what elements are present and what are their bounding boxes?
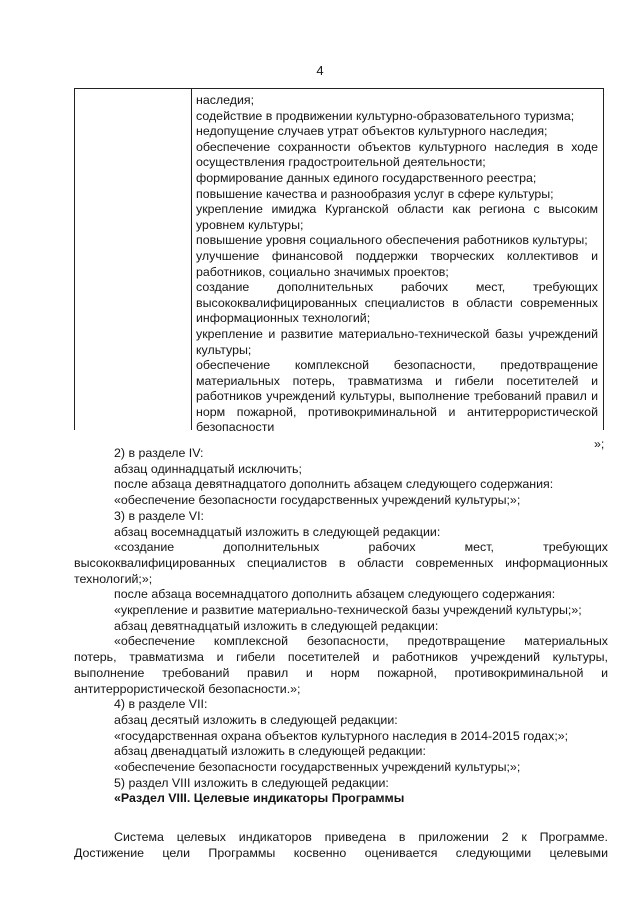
list-item: улучшение финансовой поддержки творческих коллективов и работников, социально значимых проектов; xyxy=(196,248,598,279)
paragraph: абзац девятнадцатый изложить в следующей редакции: xyxy=(114,618,439,633)
paragraph-line: Система целевых индикаторов приведена в приложении 2 к Программе. xyxy=(114,830,608,845)
paragraph: абзац одиннадцатый исключить; xyxy=(114,461,302,476)
paragraph-line: Достижение цели Программы косвенно оценивается следующими целевыми xyxy=(74,845,608,860)
paragraph: 5) раздел VIII изложить в следующей редакции: xyxy=(114,775,389,790)
section-heading: «Раздел VIII. Целевые индикаторы Программы xyxy=(114,791,405,806)
paragraph-line: «обеспечение комплексной безопасности, предотвращение материальных xyxy=(114,634,608,649)
paragraph: после абзаца восемнадцатого дополнить абзацем следующего содержания: xyxy=(114,587,556,602)
program-table xyxy=(74,88,604,435)
table-cell-expected-results xyxy=(196,93,598,436)
document-body xyxy=(74,446,608,862)
table-closing-quote: »; xyxy=(594,437,605,451)
paragraph: 2) в разделе IV: xyxy=(114,446,204,460)
paragraph-line: технологий;»; xyxy=(74,571,153,586)
paragraph: абзац двенадцатый изложить в следующей редакции: xyxy=(114,744,426,759)
list-item: наследия; xyxy=(196,93,255,107)
list-item: содействие в продвижении культурно-образовательного туризма; xyxy=(196,108,575,123)
list-item: повышение качества и разнообразия услуг в сфере культуры; xyxy=(196,186,554,201)
list-item: обеспечение комплексной безопасности, предотвращение материальных потерь, травматизма и гибели посетителей и работников учреждений культуры, выполнение требований правил и норм пожарной, противокриминальной и антитеррористической безопасности xyxy=(196,358,598,435)
list-item: повышение уровня социального обеспечения работников культуры; xyxy=(196,233,588,248)
paragraph-line: высококвалифицированных специалистов в области современных информационных xyxy=(74,555,608,570)
page-number: 4 xyxy=(316,63,324,78)
paragraph-line: потерь, травматизма и гибели посетителей и работников учреждений культуры, xyxy=(74,650,608,665)
list-item: формирование данных единого государственного реестра; xyxy=(196,170,537,185)
list-item: недопущение случаев утрат объектов культурного наследия; xyxy=(196,124,548,139)
paragraph: «обеспечение безопасности государственных учреждений культуры;»; xyxy=(114,493,521,508)
paragraph: «укрепление и развитие материально-технической базы учреждений культуры;»; xyxy=(114,603,582,618)
list-item: создание дополнительных рабочих мест, требующих высококвалифицированных специалистов в области современных информационных технологий; xyxy=(196,280,598,326)
list-item: укрепление имиджа Курганской области как региона с высоким уровнем культуры; xyxy=(196,202,598,232)
paragraph: «обеспечение безопасности государственных учреждений культуры;»; xyxy=(114,760,521,775)
paragraph: 4) в разделе VII: xyxy=(114,697,208,712)
paragraph: абзац восемнадцатый изложить в следующей редакции: xyxy=(114,524,441,539)
paragraph: 3) в разделе VI: xyxy=(114,508,204,523)
paragraph-line: антитеррористической безопасности.»; xyxy=(74,681,301,696)
list-item: укрепление и развитие материально-технической базы учреждений культуры; xyxy=(196,326,598,357)
list-item: обеспечение сохранности объектов культурного наследия в ходе осуществления градостроительной деятельности; xyxy=(196,139,598,170)
paragraph: после абзаца девятнадцатого дополнить абзацем следующего содержания: xyxy=(114,477,554,492)
table-column-divider xyxy=(191,89,192,430)
paragraph-line: «создание дополнительных рабочих мест, требующих xyxy=(114,540,608,555)
paragraph-line: выполнение требований правил и норм пожарной, противокриминальной и xyxy=(74,665,608,680)
paragraph: абзац десятый изложить в следующей редакции: xyxy=(114,712,398,727)
paragraph: «государственная охрана объектов культурного наследия в 2014-2015 годах;»; xyxy=(114,728,569,743)
